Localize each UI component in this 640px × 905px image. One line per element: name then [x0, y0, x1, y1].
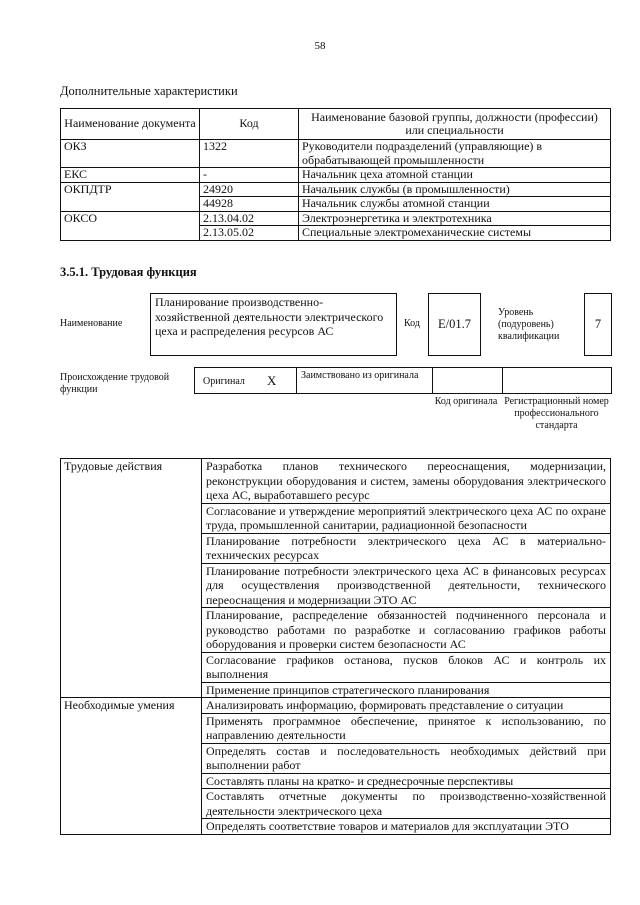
header-code: Код [200, 109, 299, 140]
labor-action-item: Согласование и утверждение мероприятий электрического цеха АС по охране труда, промышленной санитарии, радиационной безопасности [202, 503, 611, 533]
borrowed-label: Заимствовано из оригинала [301, 370, 419, 381]
cell-doc: ОКПДТР [61, 182, 200, 211]
table-row [61, 698, 611, 714]
skill-item: Составлять отчетные документы по производственно-хозяйственной деятельности электрического цеха [202, 789, 611, 819]
cell-code: - [200, 168, 299, 183]
registration-number-caption: Регистрационный номер профессионального стандарта [504, 396, 609, 431]
cell-name: Электроэнергетика и электротехника [299, 211, 611, 226]
page-number: 58 [314, 40, 326, 52]
labor-actions-label: Трудовые действия [61, 459, 202, 698]
table-row [61, 211, 611, 226]
required-skills-label: Необходимые умения [61, 698, 202, 835]
table-row [61, 459, 611, 504]
cell-code: 1322 [200, 140, 299, 168]
header-document: Наименование документа [61, 109, 200, 140]
cell-code: 24920 [200, 182, 299, 197]
cell-name: Начальник службы (в промышленности) [299, 182, 611, 197]
labor-action-item: Разработка планов технического переоснащения, модернизации, реконструкции оборудования и систем, замены оборудования электрического цеха АС, выработавшего ресурс [202, 459, 611, 504]
original-label: Оригинал [203, 376, 245, 387]
table-row [61, 168, 611, 183]
function-code-value: E/01.7 [428, 293, 481, 356]
origin-box [194, 367, 612, 394]
table-row [61, 140, 611, 168]
skill-item: Составлять планы на кратко- и среднесрочные перспективы [202, 773, 611, 789]
skill-item: Определять соответствие товаров и материалов для эксплуатации ЭТО [202, 819, 611, 835]
cell-code: 2.13.05.02 [200, 226, 299, 241]
divider [502, 368, 503, 393]
cell-name: Начальник цеха атомной станции [299, 168, 611, 183]
characteristics-table [60, 108, 611, 241]
function-name-label: Наименование [60, 318, 123, 329]
cell-code: 2.13.04.02 [200, 211, 299, 226]
qualification-level-value: 7 [584, 293, 612, 356]
original-code-caption: Код оригинала [434, 396, 498, 407]
function-name-value: Планирование производственно-хозяйственной деятельности электрического цеха и распределения ресурсов АС [150, 293, 397, 356]
labor-action-item: Планирование потребности электрического цеха АС в материально-технических ресурсах [202, 533, 611, 563]
labor-function-heading: 3.5.1. Трудовая функция [60, 265, 197, 279]
skill-item: Применять программное обеспечение, принятое к использованию, по направлению деятельности [202, 713, 611, 743]
cell-name: Руководители подразделений (управляющие) в обрабатывающей промышленности [299, 140, 611, 168]
qualification-level-label: Уровень (подуровень) квалификации [498, 307, 560, 342]
function-details-table [60, 458, 611, 835]
cell-name: Начальник службы атомной станции [299, 197, 611, 212]
function-origin-label: Происхождение трудовой функции [60, 372, 170, 395]
additional-characteristics-heading: Дополнительные характеристики [60, 84, 238, 98]
divider [432, 368, 433, 393]
cell-doc: ОКСО [61, 211, 200, 240]
cell-doc: ОКЗ [61, 140, 200, 168]
labor-action-item: Планирование потребности электрического цеха АС в финансовых ресурсах для осуществления производственной деятельности, технического переоснащения и модернизации ЭТО АС [202, 563, 611, 608]
labor-action-item: Согласование графиков останова, пусков блоков АС и контроль их выполнения [202, 652, 611, 682]
divider [296, 368, 297, 393]
original-mark: X [267, 373, 277, 388]
skill-item: Определять состав и последовательность необходимых действий при выполнении работ [202, 743, 611, 773]
table-header-row [61, 109, 611, 140]
labor-action-item: Применение принципов стратегического планирования [202, 682, 611, 698]
header-name: Наименование базовой группы, должности (профессии) или специальности [299, 109, 611, 140]
function-code-label: Код [404, 318, 420, 329]
cell-name: Специальные электромеханические системы [299, 226, 611, 241]
table-row [61, 182, 611, 197]
labor-action-item: Планирование, распределение обязанностей подчиненного персонала и руководство работами по разработке и согласованию графиков работы оборудования и проверки систем безопасности АС [202, 608, 611, 653]
cell-doc: ЕКС [61, 168, 200, 183]
cell-code: 44928 [200, 197, 299, 212]
skill-item: Анализировать информацию, формировать представление о ситуации [202, 698, 611, 714]
